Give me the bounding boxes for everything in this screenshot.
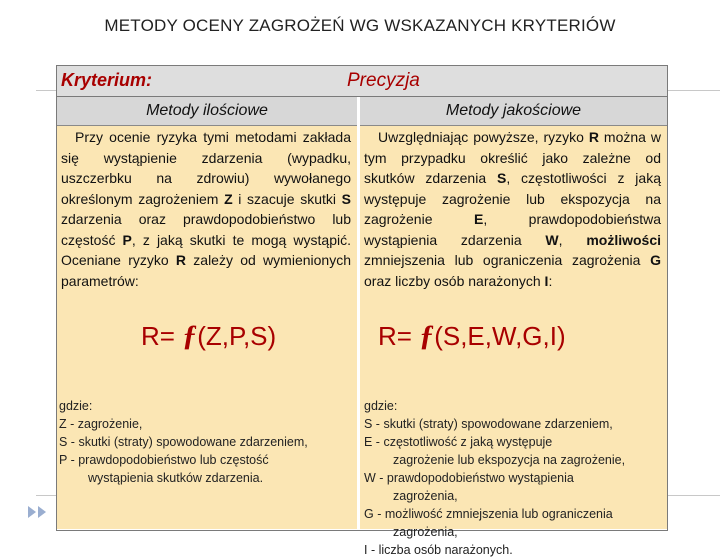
quantitative-legend xyxy=(59,397,355,487)
quantitative-heading: Metody ilościowe xyxy=(57,97,357,126)
description-text: , z jaką skutki te mogą wystąpić. Oceniane ryzyko xyxy=(61,231,351,268)
variable-symbol: S xyxy=(341,190,351,207)
legend-line: Z - zagrożenie, xyxy=(59,417,143,431)
criterion-label: Kryterium: xyxy=(61,70,153,90)
legend-line: zagrożenie lub ekspozycja na zagrożenie, xyxy=(393,453,626,467)
variable-symbol: G xyxy=(650,252,661,268)
legend-line: wystąpienia skutków zdarzenia. xyxy=(88,471,264,485)
criteria-table xyxy=(56,65,668,557)
legend-line: P - prawdopodobieństwo lub częstość xyxy=(59,453,269,467)
description-text: zdarzenia oraz prawdopodobieństwo lub częstość xyxy=(61,211,351,248)
variable-symbol: W xyxy=(545,231,559,248)
legend-line: I - liczba osób narażonych. xyxy=(364,543,513,557)
formula-lhs: R= xyxy=(141,321,183,351)
description-text: , częstotliwości z jaką występuje zagrożenie lub ekspozycja na zagrożenie xyxy=(364,170,661,227)
description-text: i szacuje skutki xyxy=(232,190,342,207)
legend-line: gdzie: xyxy=(59,399,93,413)
formula-args: (Z,P,S) xyxy=(197,321,277,351)
legend-line: gdzie: xyxy=(364,399,398,413)
variable-symbol: Z xyxy=(224,190,233,207)
description-text: , prawdopodobieństwa wystąpienia zdarzenia xyxy=(364,211,661,248)
quantitative-column xyxy=(57,97,357,529)
description-text: zależy od wymienionych parametrów: xyxy=(61,252,351,289)
criteria-header-row xyxy=(57,66,667,97)
description-text: zmniejszenia lub ograniczenia zagrożenia xyxy=(364,252,651,268)
description-text: , xyxy=(558,231,587,248)
formula-lhs: R= xyxy=(378,321,420,351)
legend-line: W - prawdopodobieństwo wystąpienia xyxy=(364,471,574,485)
quantitative-description xyxy=(61,127,351,291)
description-text: Przy ocenie ryzyka tymi metodami zakłada się wystąpienie zdarzenia (wypadku, uszczerbku na zdrowiu) wywołanego określonym zagrożeniem xyxy=(61,129,351,207)
legend-line: E - częstotliwość z jaką występuje xyxy=(364,435,553,449)
qualitative-heading: Metody jakościowe xyxy=(360,97,667,126)
variable-symbol: S xyxy=(496,170,507,186)
description-text: można w tym przypadku określić jako zależne od skutków zdarzenia xyxy=(364,129,661,186)
quantitative-formula xyxy=(141,319,276,353)
variable-symbol: P xyxy=(122,231,132,248)
variable-symbol: R xyxy=(588,129,599,145)
slide-title: METODY OCENY ZAGROŻEŃ WG WSKAZANYCH KRYTERIÓW xyxy=(104,16,616,35)
function-symbol: ƒ xyxy=(419,319,435,352)
variable-symbol: R xyxy=(175,252,187,268)
slide-nav-arrows-icon[interactable] xyxy=(28,505,58,519)
variable-symbol: możliwości xyxy=(586,231,661,248)
description-text: Uwzględniając powyższe, ryzyko xyxy=(364,129,589,145)
function-symbol: ƒ xyxy=(182,319,198,352)
variable-symbol: E xyxy=(473,211,484,227)
description-text: : xyxy=(548,272,553,289)
qualitative-description xyxy=(364,127,661,291)
description-text: oraz liczby osób narażonych xyxy=(364,272,545,289)
qualitative-formula xyxy=(378,319,566,353)
qualitative-column xyxy=(360,97,667,557)
formula-args: (S,E,W,G,I) xyxy=(434,321,566,351)
legend-line: G - możliwość zmniejszenia lub ograniczenia xyxy=(364,507,613,521)
legend-line: S - skutki (straty) spowodowane zdarzeniem, xyxy=(364,417,613,431)
variable-symbol: I xyxy=(544,272,549,289)
legend-line: S - skutki (straty) spowodowane zdarzeniem, xyxy=(59,435,308,449)
qualitative-legend xyxy=(364,397,664,559)
criterion-value: Precyzja xyxy=(347,70,420,91)
legend-line: zagrożenia, xyxy=(393,489,458,503)
legend-line: zagrożenia, xyxy=(393,525,458,539)
